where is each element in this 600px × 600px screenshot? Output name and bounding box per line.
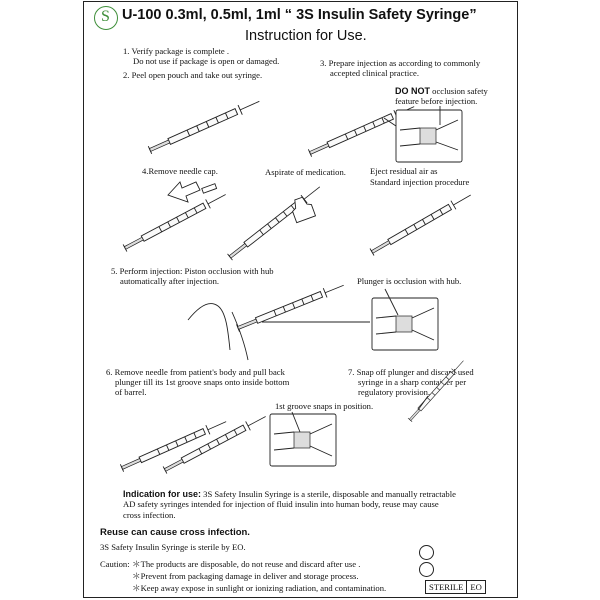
step-3-subtext: accepted clinical practice.: [330, 68, 419, 78]
groove-text: 1st groove snaps in position.: [275, 401, 374, 411]
patient-arm: [188, 304, 248, 360]
sterile-text: STERILE: [429, 582, 464, 592]
do-not-bold: DO NOT: [395, 86, 430, 96]
needle-cap: [202, 184, 217, 193]
syringe-step-7: [407, 358, 467, 423]
caution-label: Caution:: [100, 559, 130, 569]
step-2-text: 2. Peel open pouch and take out syringe.: [123, 70, 263, 80]
syringe-step-2: [146, 97, 262, 156]
sterile-statement: 3S Safety Insulin Syringe is sterile by EO.: [100, 542, 246, 552]
do-not-warning-line2: feature before injection.: [395, 96, 478, 106]
aspirate-text: Aspirate of medication.: [265, 167, 346, 177]
eo-text: EO: [466, 581, 484, 593]
syringe-eject: [368, 191, 473, 258]
eject-text: Eject residual air as: [370, 166, 438, 176]
indication-line2: AD safety syringes intended for injection of fluid insulin into human body, reuse may cause: [123, 499, 439, 509]
logo-letter: S: [101, 8, 110, 25]
page-subtitle: Instruction for Use.: [245, 28, 367, 44]
page-title: U-100 0.3ml, 0.5ml, 1ml “ 3S Insulin Safety Syringe”: [122, 7, 477, 23]
step-5-subtext: automatically after injection.: [120, 276, 220, 286]
syringe-aspirate: [225, 183, 323, 262]
step-6-subtext: plunger till its 1st groove snaps onto inside bottom: [115, 377, 290, 387]
syringe-step-5: [234, 281, 345, 334]
do-not-rest: occlusion safety: [430, 86, 488, 96]
step-5-text: 5. Perform injection: Piston occlusion with hub: [111, 266, 274, 276]
step-4-text: 4.Remove needle cap.: [142, 166, 218, 176]
step-1-text: 1. Verify package is complete .: [123, 46, 230, 56]
eject-subtext: Standard injection procedure: [370, 177, 470, 187]
step-6-text: 6. Remove needle from patient's body and pull back: [106, 367, 285, 377]
step-6-subtext2: of barrel.: [115, 387, 147, 397]
zoom-detail-step-3: [384, 106, 462, 162]
arrow-icon: [168, 182, 200, 202]
zoom-detail-step-5: [372, 289, 438, 350]
step-7-subtext2: regulatory provision.: [358, 387, 431, 397]
zoom-detail-step-6: [270, 412, 336, 466]
caution-item-3: ＊Keep away expose in sunlight or ionizing radiation, and contamination.: [132, 583, 387, 593]
indication-line3: cross infection.: [123, 510, 176, 520]
indication-label: Indication for use:: [123, 489, 202, 499]
caution-item-1: ＊The products are disposable, do not reuse and discard after use .: [132, 559, 361, 569]
step-1-subtext: Do not use if package is open or damaged.: [133, 56, 280, 66]
step-7-subtext: syringe in a sharp container per: [358, 377, 467, 387]
caution-item-2: ＊Prevent from packaging damage in deliver and storage process.: [132, 571, 359, 581]
indication-text1: 3S Safety Insulin Syringe is a sterile, disposable and manually retractable: [201, 489, 456, 499]
step-7-text: 7. Snap off plunger and discard used: [348, 367, 474, 377]
reuse-warning: Reuse can cause cross infection.: [100, 527, 250, 538]
plunger-occlusion-text: Plunger is occlusion with hub.: [357, 276, 462, 286]
syringe-step-4: [121, 190, 228, 253]
step-3-text: 3. Prepare injection as according to commonly: [320, 58, 481, 68]
